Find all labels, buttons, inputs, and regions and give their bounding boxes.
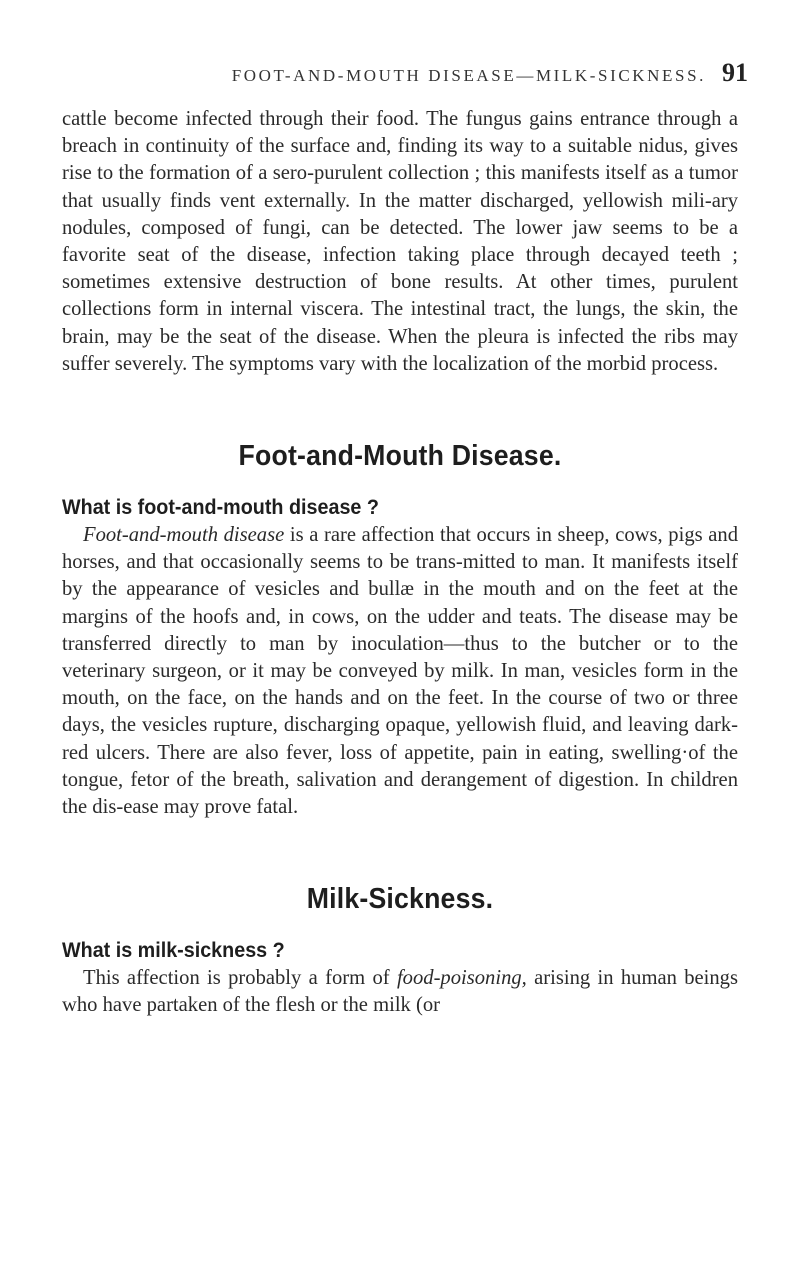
question-foot-and-mouth: What is foot-and-mouth disease ? [62, 496, 379, 520]
section-heading-foot-and-mouth: Foot-and-Mouth Disease. [238, 440, 562, 473]
answer-start: This affection is probably a form of [83, 967, 397, 990]
question-milk-sickness: What is milk-sickness ? [62, 939, 285, 963]
running-head [62, 58, 748, 88]
answer-end: arising in human beings who have partaken of the flesh or the milk (or [62, 967, 738, 1017]
answer-milk-sickness [62, 965, 738, 1019]
section-heading-milk-sickness: Milk-Sickness. [306, 883, 494, 916]
answer-italic: food-poisoning, [396, 967, 527, 990]
running-head-title: FOOT-AND-MOUTH DISEASE—MILK-SICKNESS. [231, 66, 706, 85]
answer-foot-and-mouth [62, 522, 738, 821]
opening-paragraph: cattle become infected through their food. The fungus gains entrance through a breach in continuity of the surface and, finding its way to a suitable nidus, gives rise to the formation of a sero-purulent collection ; this manifests itself as a tumor that usually finds vent externally. In the matter discharged, yellowish mili-ary nodules, composed of fungi, can be detected. The lower jaw seems to be a favorite seat of the disease, infection taking place through decayed teeth ; sometimes extensive destruction of bone results. At other times, purulent collections form in internal viscera. The intestinal tract, the lungs, the skin, the brain, may be the seat of the disease. When the pleura is infected the ribs may suffer severely. The symptoms vary with the localization of the morbid process. [62, 108, 738, 375]
page-number: 91 [722, 58, 748, 87]
answer-text: is a rare affection that occurs in sheep, cows, pigs and horses, and that occasionally seems to be trans-mitted to man. It manifests itself by the appearance of vesicles and bullæ in the mouth and on the feet at the margins of the hoofs and, in cows, on the udder and teats. The disease may be transferred directly to man by inoculation—thus to the butcher or to the veterinary surgeon, or it may be conveyed by milk. In man, vesicles form in the mouth, on the face, on the hands and on the feet. In the course of two or three days, the vesicles rupture, discharging opaque, yellowish fluid, and leaving dark-red ulcers. There are also fever, loss of appetite, pain in eating, swelling·of the tongue, fetor of the breath, salivation and derangement of digestion. In children the dis-ease may prove fatal. [62, 524, 738, 819]
answer-lead-italic: Foot-and-mouth disease [83, 524, 285, 547]
book-page [62, 58, 748, 1020]
